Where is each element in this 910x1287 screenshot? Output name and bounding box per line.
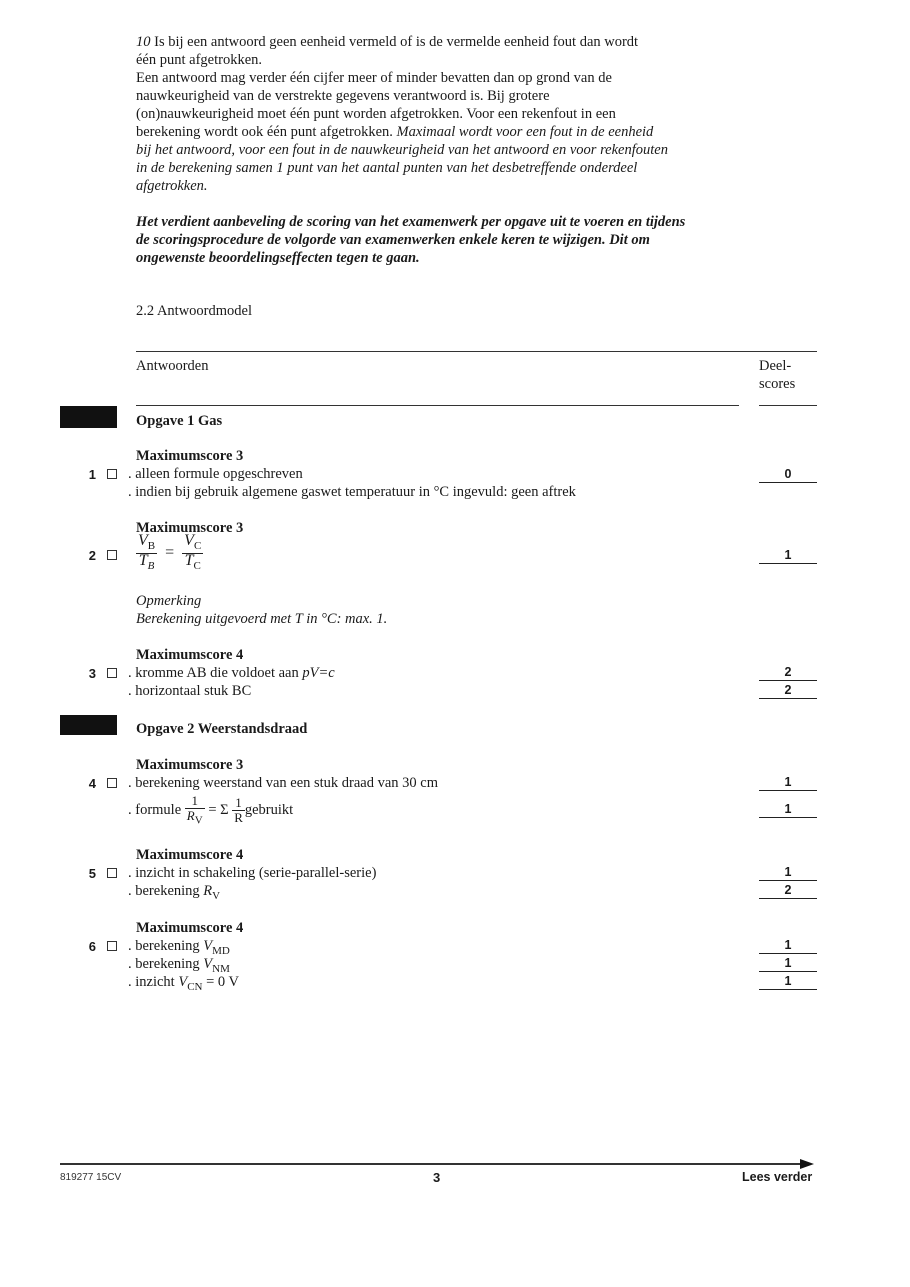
- q1-checkbox[interactable]: [107, 469, 117, 479]
- q1-number: 1: [88, 467, 96, 482]
- q6-score-1: 1: [759, 937, 817, 954]
- q6-maximumscore: Maximumscore 4: [136, 920, 244, 936]
- opgave-2-title: Opgave 2 Weerstandsdraad: [136, 721, 308, 737]
- table-top-rule: [136, 351, 817, 352]
- page-number: 3: [433, 1170, 441, 1185]
- rule-number: 10: [136, 34, 151, 50]
- q6-criterion-2: . berekening $V_{NM}$: [128, 956, 230, 975]
- opgave-marker: [60, 715, 117, 735]
- q4-checkbox[interactable]: [107, 778, 117, 788]
- q2-checkbox[interactable]: [107, 550, 117, 560]
- section-title: 2.2 Antwoordmodel: [136, 303, 252, 319]
- q6-number: 6: [88, 939, 96, 954]
- q3-criterion-2: . horizontaal stuk BC: [128, 683, 252, 699]
- q5-number: 5: [88, 866, 96, 881]
- opgave-1-title: Opgave 1 Gas: [136, 413, 223, 429]
- q4-score-2: 1: [759, 801, 817, 818]
- q5-checkbox[interactable]: [107, 868, 117, 878]
- q5-score-1: 1: [759, 864, 817, 881]
- q4-criterion-1: . berekening weerstand van een stuk draad van 30 cm: [128, 775, 439, 791]
- q4-maximumscore: Maximumscore 3: [136, 757, 244, 773]
- q3-score-1: 2: [759, 664, 817, 681]
- q5-maximumscore: Maximumscore 4: [136, 847, 244, 863]
- q5-score-2: 2: [759, 882, 817, 899]
- lees-verder-label: Lees verder: [742, 1170, 813, 1184]
- q1-maximumscore: Maximumscore 3: [136, 448, 244, 464]
- fraction-vb-tb: $\frac{V_B}{T_B}$: [138, 532, 156, 573]
- document-code: 819277 15CV: [60, 1172, 122, 1183]
- q1-criterion-2: . indien bij gebruik algemene gaswet temperatuur in °C ingevuld: geen aftrek: [128, 484, 576, 500]
- q3-score-2: 2: [759, 682, 817, 699]
- column-header-antwoorden: Antwoorden: [136, 358, 209, 374]
- q3-maximumscore: Maximumscore 4: [136, 647, 244, 663]
- column-header-deelscores: Deel- scores: [759, 358, 796, 392]
- fraction-vc-tc: $\frac{V_C}{T_C}$: [184, 532, 202, 573]
- q2-maximumscore: Maximumscore 3: [136, 520, 244, 536]
- q6-score-3: 1: [759, 973, 817, 990]
- q4-score-1: 1: [759, 774, 817, 791]
- intro-paragraph-1: 10 Is bij een antwoord geen eenheid vermeld of is de vermelde eenheid fout dan wordt één punt afgetrokken. Een antwoord mag verder één cijfer meer of minder bevatten dan op grond van de nauwkeurigheid van de verstrekte gegevens verantwoord is. Bij grotere (on)nauwkeurigheid moet één punt worden afgetrokken. Voor een rekenfout in een berekening wordt ook één punt afgetrokken. Maximaal wordt voor een fout in de eenheid bij het antwoord, voor een fout in de nauwkeurigheid van het antwoord en voor rekenfouten in de berekening samen 1 punt van het aantal punten van het desbetreffende onderdeel afgetrokken.: [136, 34, 668, 194]
- q3-number: 3: [88, 666, 96, 681]
- header-bottom-rule: [136, 405, 739, 406]
- q6-criterion-3: . inzicht $V_{CN} = 0$ V: [128, 974, 239, 993]
- q2-number: 2: [88, 548, 96, 563]
- q6-score-2: 1: [759, 955, 817, 972]
- q3-checkbox[interactable]: [107, 668, 117, 678]
- header-bottom-rule-scores: [759, 405, 817, 406]
- intro-paragraph-2: Het verdient aanbeveling de scoring van het examenwerk per opgave uit te voeren en tijdens de scoringsprocedure de volgorde van examenwerken enkele keren te wijzigen. Dit om ongewenste beoordelingseffecten tegen te gaan.: [136, 214, 686, 266]
- arrow-right-icon: [800, 1157, 814, 1171]
- q6-checkbox[interactable]: [107, 941, 117, 951]
- fraction-1-rv: $\frac{1}{R_V}$: [186, 793, 203, 827]
- q1-score-1: 0: [759, 466, 817, 483]
- opgave-marker: [60, 406, 117, 428]
- fraction-1-r: $\frac{1}{R}$: [234, 795, 243, 826]
- q2-formula: $\frac{V_B}{T_B}$ = $\frac{V_C}{T_C}$: [138, 532, 202, 573]
- q2-remark-title: Opmerking: [136, 593, 202, 609]
- q5-criterion-2: . berekening $R_V$: [128, 883, 221, 902]
- q4-criterion-2: . formule $\frac{1}{R_V}$ = Σ $\frac{1}{R}$ gebruikt: [128, 793, 294, 827]
- q1-criterion-1: . alleen formule opgeschreven: [128, 466, 303, 482]
- q3-criterion-1: . kromme AB die voldoet aan pV=c: [128, 665, 335, 681]
- q6-criterion-1: . berekening $V_{MD}$: [128, 938, 230, 957]
- q5-criterion-1: . inzicht in schakeling (serie-parallel-serie): [128, 865, 377, 881]
- q2-score-1: 1: [759, 547, 817, 564]
- footer-arrow-line: [60, 1163, 806, 1165]
- q2-remark-text: Berekening uitgevoerd met T in °C: max. 1.: [136, 611, 388, 627]
- q4-number: 4: [88, 776, 96, 791]
